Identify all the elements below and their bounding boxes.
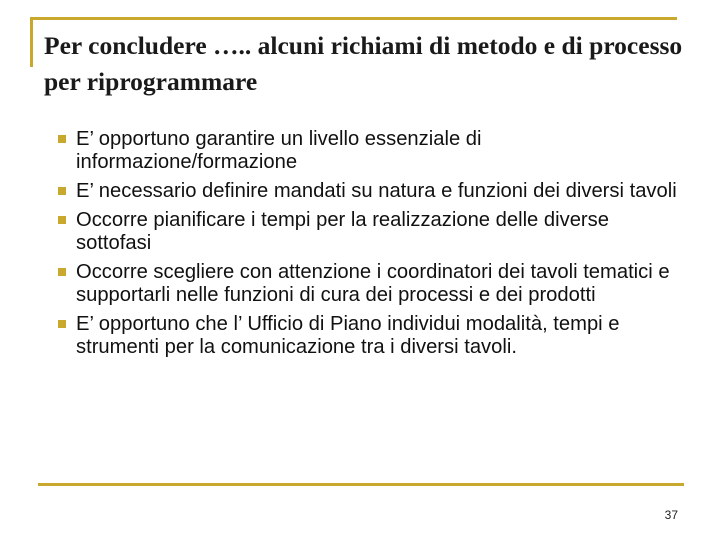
bullet-list <box>58 128 683 365</box>
bullet-text: E’ opportuno che l’ Ufficio di Piano individui modalità, tempi e strumenti per la comunicazione tra i diversi tavoli. <box>76 313 620 358</box>
slide-title: Per concludere ….. alcuni richiami di metodo e di processo per riprogrammare <box>44 31 683 96</box>
title-top-rule <box>30 17 677 20</box>
bullet-text: Occorre pianificare i tempi per la realizzazione delle diverse sottofasi <box>76 209 609 254</box>
bullet-text: E’ necessario definire mandati su natura e funzioni dei diversi tavoli <box>76 180 677 202</box>
square-bullet-icon <box>58 268 66 276</box>
footer-rule <box>38 483 684 486</box>
bullet-text: Occorre scegliere con attenzione i coordinatori dei tavoli tematici e supportarli nelle funzioni di cura dei processi e dei prodotti <box>76 261 670 306</box>
square-bullet-icon <box>58 320 66 328</box>
bullet-text: E’ opportuno garantire un livello essenziale di informazione/formazione <box>76 128 482 173</box>
bullet-item <box>58 180 683 203</box>
bullet-item <box>58 313 683 359</box>
bullet-item <box>58 261 683 307</box>
square-bullet-icon <box>58 216 66 224</box>
title-left-rule <box>30 17 33 67</box>
bullet-item <box>58 209 683 255</box>
square-bullet-icon <box>58 187 66 195</box>
page-number: 37 <box>664 508 678 522</box>
bullet-item <box>58 128 683 174</box>
square-bullet-icon <box>58 135 66 143</box>
